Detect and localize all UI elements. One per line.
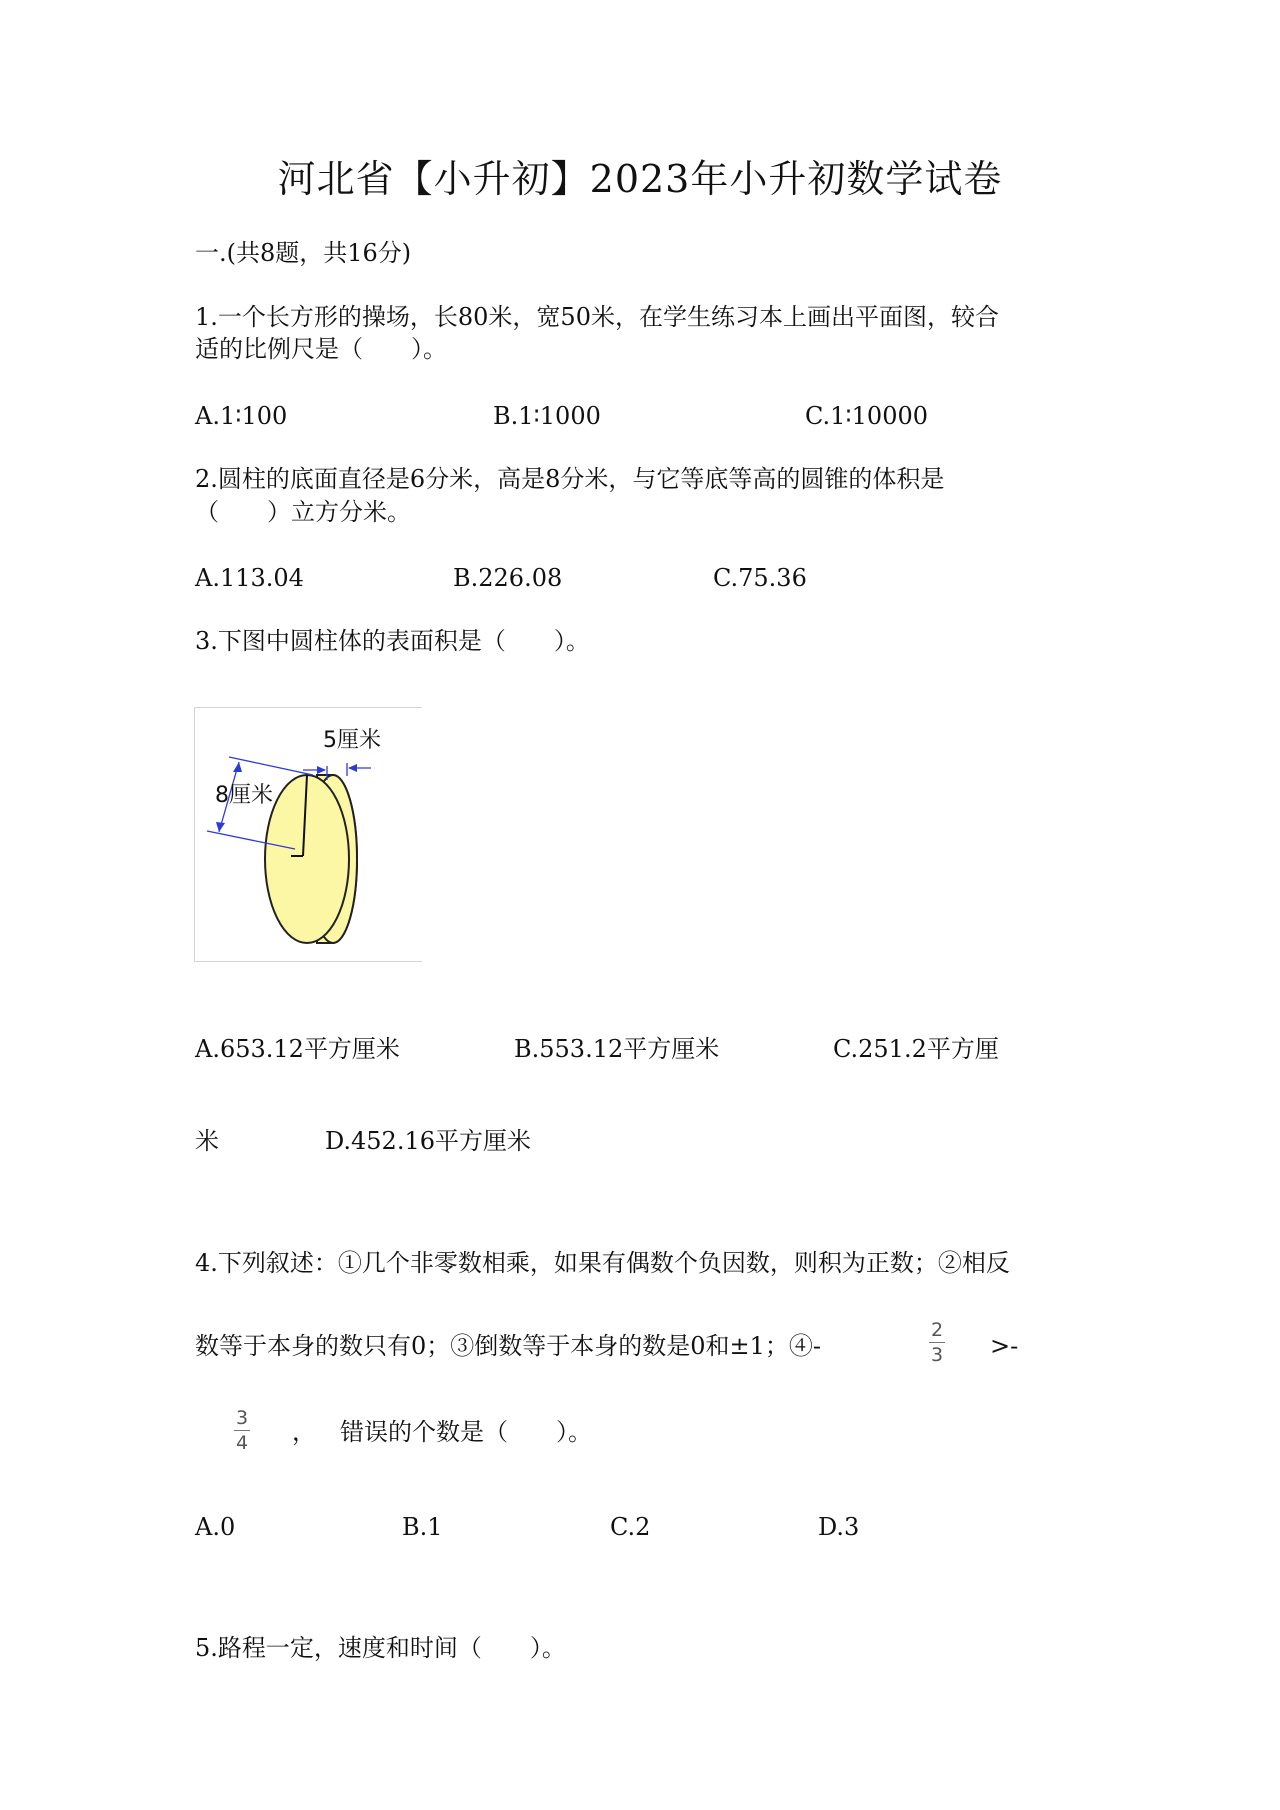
q3-option-b: B.553.12平方厘米 — [514, 1035, 720, 1063]
q2-option-b: B.226.08 — [453, 564, 563, 592]
q2-option-c: C.75.36 — [713, 564, 807, 592]
q1-text-line2: 适的比例尺是（ ）。 — [195, 335, 447, 363]
label-radius: 8厘米 — [215, 783, 273, 808]
q4-comma: ， — [292, 1418, 316, 1446]
q3-option-d: D.452.16平方厘米 — [325, 1127, 531, 1155]
fraction-denominator: 3 — [930, 1344, 944, 1366]
q4-text-line2: 数等于本身的数只有0；③倒数等于本身的数是0和±1；④- — [195, 1332, 822, 1360]
q2-option-a: A.113.04 — [195, 564, 304, 592]
q3-text-line1: 3.下图中圆柱体的表面积是（ ）。 — [195, 627, 590, 655]
section-heading: 一.(共8题，共16分) — [195, 239, 412, 267]
q3-option-c-wrap: 米 — [195, 1127, 219, 1155]
q4-option-d: D.3 — [818, 1513, 860, 1541]
cylinder-front-face — [265, 775, 349, 943]
q2-text-line1: 2.圆柱的底面直径是6分米，高是8分米，与它等底等高的圆锥的体积是 — [195, 465, 945, 493]
q1-text-line1: 1.一个长方形的操场，长80米，宽50米，在学生练习本上画出平面图，较合 — [195, 303, 999, 331]
fraction-numerator: 3 — [235, 1407, 249, 1429]
fraction-bar — [929, 1342, 945, 1343]
cylinder-diagram — [195, 708, 423, 963]
q4-option-b: B.1 — [402, 1513, 443, 1541]
height-arrow-right — [348, 764, 357, 772]
q4-text-line3: 错误的个数是（ ）。 — [340, 1418, 592, 1446]
q4-text-line1: 4.下列叙述：①几个非零数相乘，如果有偶数个负因数，则积为正数；②相反 — [195, 1249, 1010, 1277]
q2-text-line2: （ ）立方分米。 — [195, 498, 411, 526]
page-title: 河北省【小升初】2023年小升初数学试卷 — [277, 157, 1003, 201]
radius-arrow-bottom — [216, 822, 225, 832]
fraction-denominator: 4 — [235, 1432, 249, 1454]
fraction-numerator: 2 — [930, 1319, 944, 1341]
q4-option-a: A.0 — [195, 1513, 236, 1541]
q5-text-line1: 5.路程一定，速度和时间（ ）。 — [195, 1634, 566, 1662]
q4-fraction-two-thirds — [929, 1320, 945, 1365]
q1-option-a: A.1∶100 — [195, 402, 288, 430]
height-arrow-left — [317, 766, 326, 774]
q1-option-b: B.1∶1000 — [493, 402, 601, 430]
radius-arrow-top — [233, 762, 242, 772]
label-height: 5厘米 — [323, 728, 381, 753]
q3-option-a: A.653.12平方厘米 — [195, 1035, 400, 1063]
q3-option-c: C.251.2平方厘 — [833, 1035, 999, 1063]
q4-greater-than: >- — [990, 1332, 1019, 1360]
q4-fraction-three-quarters — [234, 1408, 250, 1453]
cylinder-figure — [194, 707, 422, 962]
radius-extension-top — [229, 757, 313, 775]
q1-option-c: C.1∶10000 — [805, 402, 928, 430]
q4-option-c: C.2 — [610, 1513, 651, 1541]
fraction-bar — [234, 1430, 250, 1431]
